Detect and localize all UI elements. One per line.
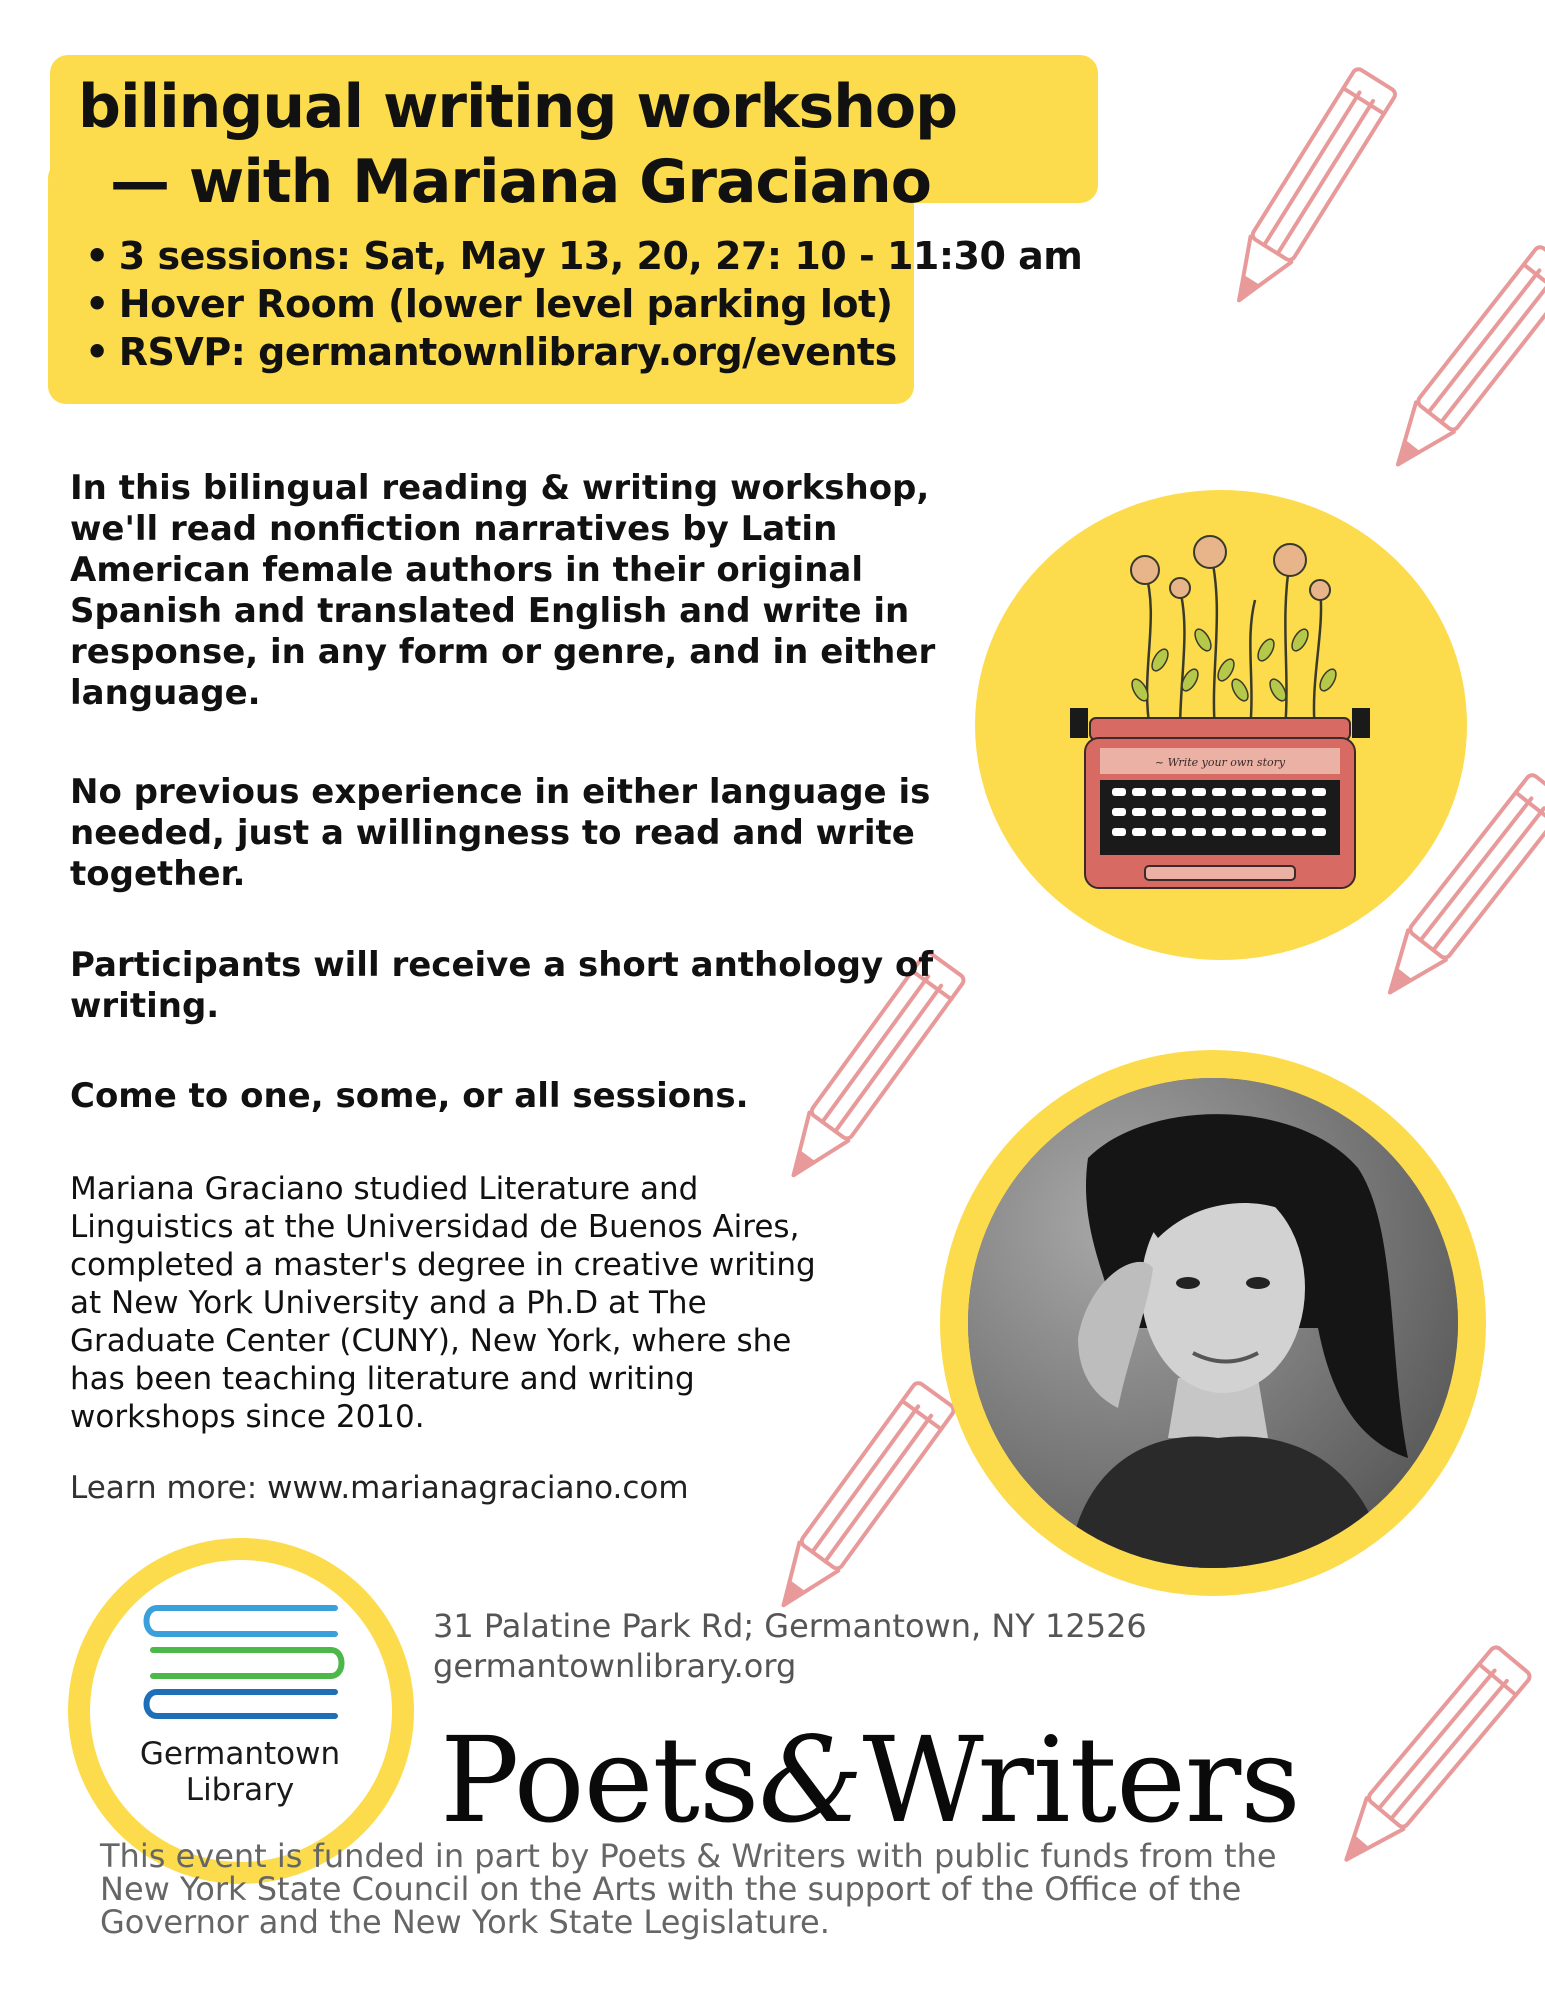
- event-schedule: • 3 sessions: Sat, May 13, 20, 27: 10 - 11:30 am: [85, 232, 1085, 280]
- learn-more-label: Learn more:: [70, 1470, 258, 1506]
- typewriter-icon: [1040, 530, 1400, 910]
- pencil-icon: [1379, 245, 1545, 479]
- title-line-1: bilingual writing workshop: [78, 72, 958, 142]
- library-address: 31 Palatine Park Rd; Germantown, NY 12526: [433, 1607, 1147, 1645]
- funding-statement: This event is funded in part by Poets & Writers with public funds from the New York State Council on the Arts with the support of the Office of the Governor and the New York State Legislature.: [100, 1837, 1277, 1941]
- event-details-list: [85, 232, 1085, 376]
- description-paragraph-3: Participants will receive a short anthology of writing.: [70, 945, 934, 1026]
- pencil-icon: [1219, 67, 1397, 313]
- instructor-bio: Mariana Graciano studied Literature and Linguistics at the Universidad de Buenos Aires, completed a master's degree in creative writing at New York University and a Ph.D at The Graduate Center (CUNY), New York, where she has been teaching literature and writing workshops since 2010.: [70, 1171, 816, 1435]
- library-name: Germantown Library: [139, 1736, 341, 1808]
- event-rsvp: • RSVP: germantownlibrary.org/events: [85, 328, 1085, 376]
- poets-writers-logo: Poets&Writers: [440, 1711, 1300, 1849]
- learn-more: [70, 1470, 689, 1506]
- typewriter-caption: ~ Write your own story: [1154, 756, 1286, 769]
- learn-more-link[interactable]: www.marianagraciano.com: [267, 1470, 689, 1506]
- description-paragraph-4: Come to one, some, or all sessions.: [70, 1076, 749, 1116]
- books-icon: [135, 1600, 355, 1720]
- description-paragraph-1: In this bilingual reading & writing workshop, we'll read nonfiction narratives by Latin American female authors in their original Spanish and translated English and write in response, in any form or genre, and in either language.: [70, 468, 936, 713]
- description-paragraph-2: No previous experience in either language is needed, just a willingness to read and write together.: [70, 772, 931, 894]
- library-website[interactable]: germantownlibrary.org: [433, 1647, 797, 1685]
- title-line-2: — with Mariana Graciano: [110, 147, 931, 217]
- library-contact: [433, 1606, 1147, 1686]
- instructor-photo: [968, 1078, 1458, 1568]
- page-title: [78, 70, 1078, 220]
- event-location: • Hover Room (lower level parking lot): [85, 280, 1085, 328]
